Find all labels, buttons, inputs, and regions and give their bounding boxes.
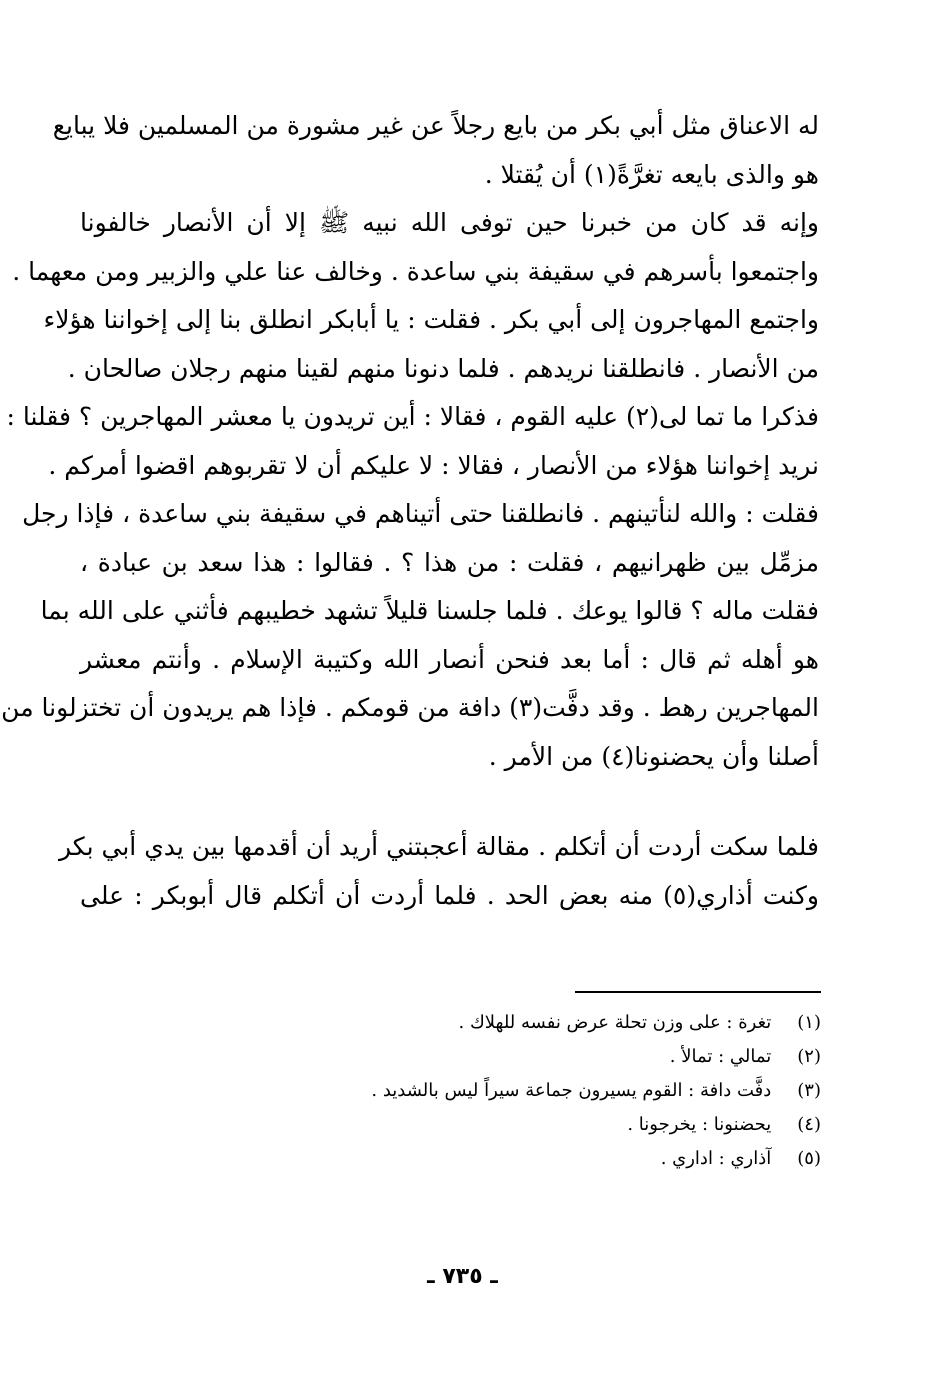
text-line: واجتمعوا بأسرهم في سقيفة بني ساعدة . وخالف عنا علي والزبير ومن معهما .: [12, 256, 819, 286]
text-line: نريد إخواننا هؤلاء من الأنصار ، فقالا : لا عليكم أن لا تقربوهم اقضوا أمركم .: [48, 450, 819, 480]
footnote-item: [301, 1040, 821, 1074]
text-line: فقلت ماله ؟ قالوا يوعك . فلما جلسنا قليلاً تشهد خطيبهم فأثني على الله بما: [40, 596, 819, 625]
text-line: وكنت أذاري(٥) منه بعض الحد . فلما أردت أن أتكلم قال أبوبكر : على: [80, 880, 819, 910]
footnote-item: [301, 1108, 821, 1142]
footnote-text: تمالي : تمالأ .: [669, 1046, 772, 1067]
footnote-number: (٢): [797, 1046, 821, 1067]
footnote-text: تغرة : على وزن تحلة عرض نفسه للهلاك .: [458, 1012, 772, 1033]
text-line: المهاجرين رهط . وقد دفَّت(٣) دافة من قومكم . فإذا هم يريدون أن تختزلونا من: [1, 693, 819, 722]
text-line: هو أهله ثم قال : أما بعد فنحن أنصار الله وكتيبة الإسلام . وأنتم معشر: [80, 644, 819, 674]
text-line: فذكرا ما تما لى(٢) عليه القوم ، فقالا : أين تريدون يا معشر المهاجرين ؟ فقلنا :: [6, 402, 819, 431]
text-line: واجتمع المهاجرون إلى أبي بكر . فقلت : يا أبابكر انطلق بنا إلى إخواننا هؤلاء: [43, 305, 819, 334]
footnote-item: [301, 1142, 821, 1176]
footnote-number: (٥): [797, 1148, 821, 1169]
footnote-divider: [575, 991, 821, 993]
main-text: [1, 102, 819, 920]
footnote-text: يحضنونا : يخرجونا .: [627, 1114, 772, 1135]
paragraph: [1, 199, 819, 781]
footnote-number: (٤): [797, 1114, 821, 1135]
text-line: فلما سكت أردت أن أتكلم . مقالة أعجبتني أريد أن أقدمها بين يدي أبي بكر: [59, 832, 819, 861]
text-line: فقلت : والله لنأتينهم . فانطلقنا حتى أتيناهم في سقيفة بني ساعدة ، فإذا رجل: [22, 499, 819, 528]
text-line: له الاعناق مثل أبي بكر من بايع رجلاً عن غير مشورة من المسلمين فلا يبايع: [52, 111, 819, 140]
footnote-item: [301, 1006, 821, 1040]
paragraph: [52, 102, 819, 199]
text-line: أصلنا وأن يحضنونا(٤) من الأمر .: [488, 741, 819, 771]
footnote-number: (٣): [797, 1080, 821, 1101]
paragraph-spacer: [80, 781, 819, 823]
footnote-text: دفَّت دافة : القوم يسيرون جماعة سيراً ليس بالشديد .: [371, 1080, 772, 1101]
text-line: وإنه قد كان من خبرنا حين توفى الله نبيه ﷺ إلا أن الأنصار خالفونا: [80, 208, 819, 237]
footnote-item: [301, 1074, 821, 1108]
text-line: من الأنصار . فانطلقنا نريدهم . فلما دنونا منهم لقينا منهم رجلان صالحان .: [67, 353, 819, 383]
paragraph: [59, 823, 819, 920]
text-line: هو والذى بايعه تغرَّةً(١) أن يُقتلا .: [484, 159, 819, 189]
footnote-number: (١): [797, 1012, 821, 1033]
footnote-text: آذاري : اداري .: [660, 1148, 772, 1169]
footnotes: [301, 1006, 821, 1176]
page-number: ـ ٧٣٥ ـ: [427, 1264, 498, 1289]
text-line: مزمِّل بين ظهرانيهم ، فقلت : من هذا ؟ . فقالوا : هذا سعد بن عبادة ،: [80, 547, 819, 577]
